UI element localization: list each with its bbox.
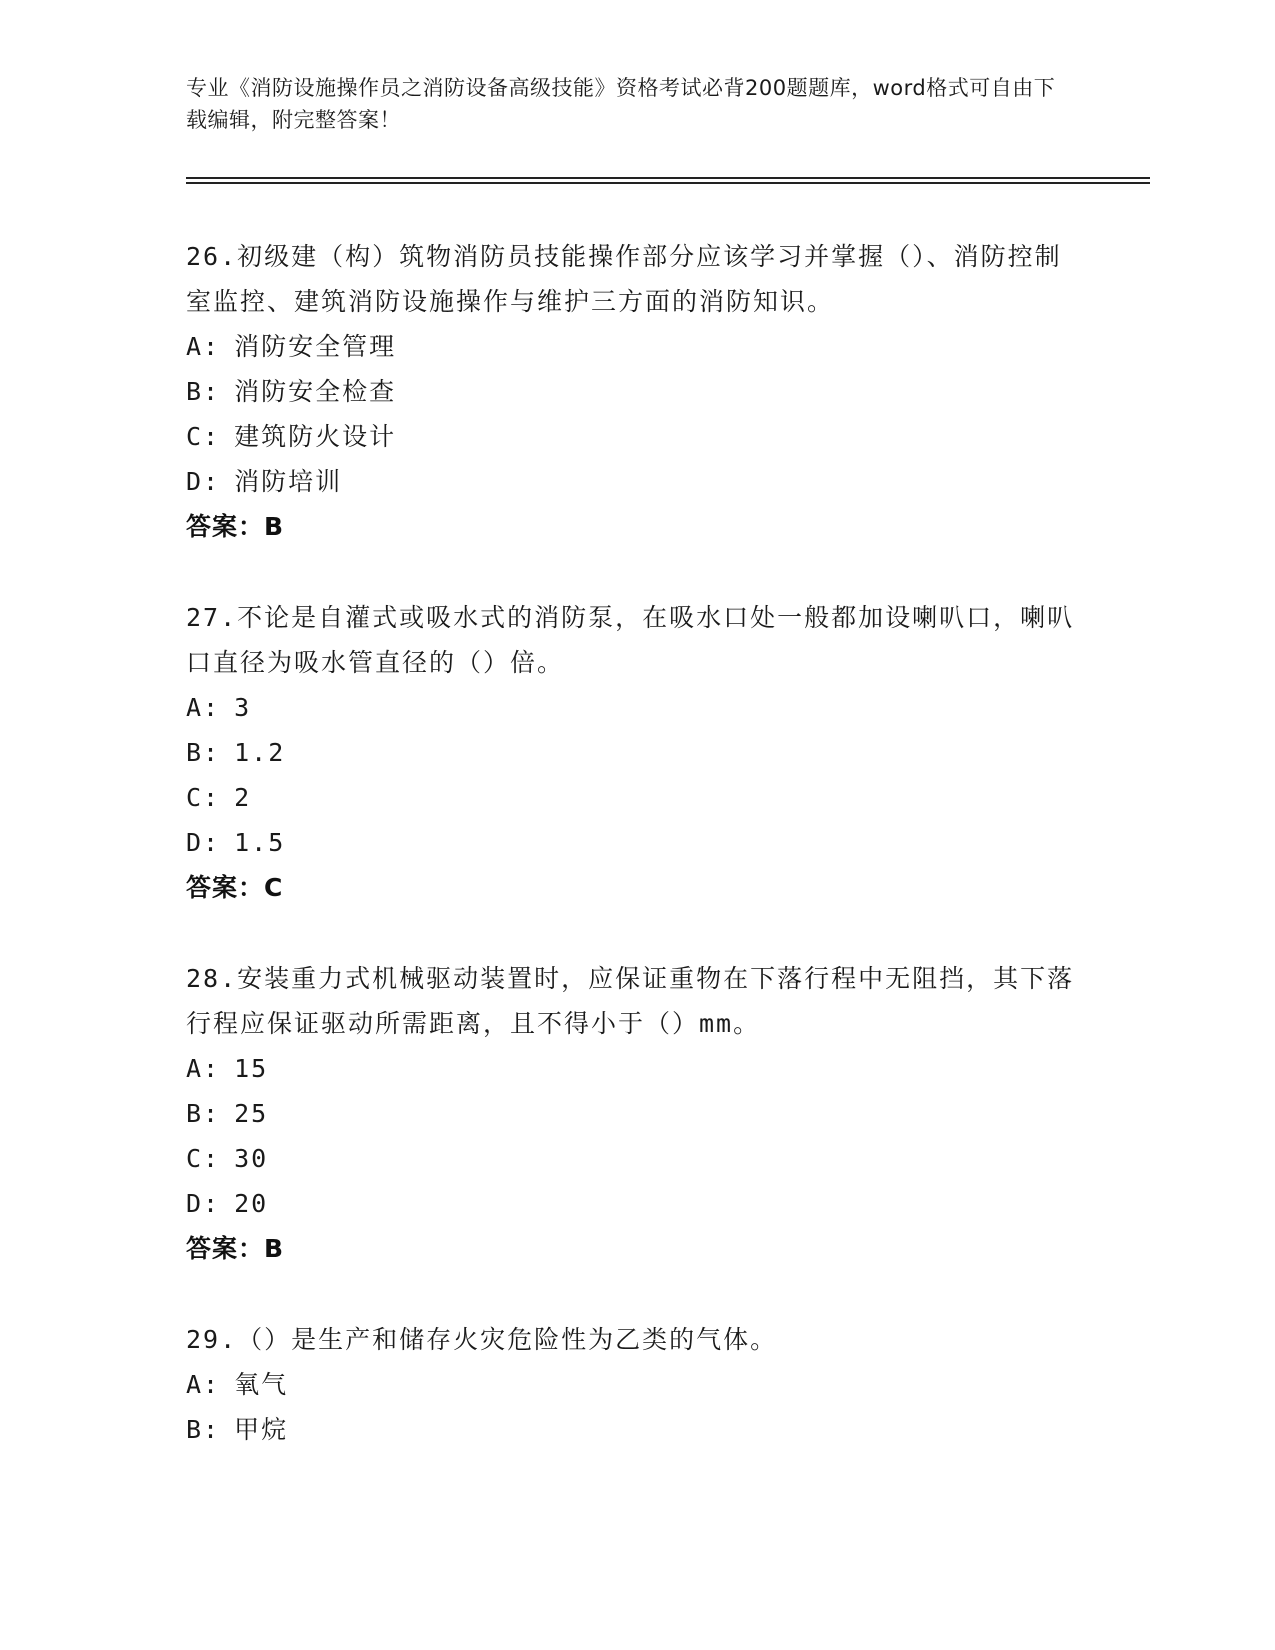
question-stem: 28.安装重力式机械驱动装置时，应保证重物在下落行程中无阻挡，其下落行程应保证驱动所需距离，且不得小于（）mm。 [186, 964, 1075, 1038]
option-text: 消防安全检查 [234, 377, 397, 406]
option-text: 氧气 [234, 1370, 289, 1399]
option-c [186, 1136, 1086, 1181]
option-label: B: [186, 738, 221, 767]
option-label: D: [186, 1189, 221, 1218]
option-c [186, 775, 1086, 820]
option-label: C: [186, 1144, 221, 1173]
option-text: 2 [234, 783, 252, 812]
header-rule-bottom [186, 182, 1150, 184]
option-c [186, 414, 1086, 459]
option-b [186, 1091, 1086, 1136]
option-label: B: [186, 377, 221, 406]
option-b [186, 1407, 1086, 1452]
option-text: 15 [234, 1054, 269, 1083]
option-text: 25 [234, 1099, 269, 1128]
option-label: A: [186, 1054, 221, 1083]
option-d [186, 820, 1086, 865]
option-text: 3 [234, 693, 252, 722]
answer-line: 答案：B [186, 1234, 285, 1263]
option-b [186, 730, 1086, 775]
option-text: 建筑防火设计 [234, 422, 397, 451]
option-a [186, 1362, 1086, 1407]
option-a [186, 324, 1086, 369]
option-text: 1.2 [234, 738, 286, 767]
question-27 [186, 595, 1086, 910]
option-a [186, 685, 1086, 730]
option-text: 30 [234, 1144, 269, 1173]
question-stem: 26.初级建（构）筑物消防员技能操作部分应该学习并掌握（）、消防控制室监控、建筑消防设施操作与维护三方面的消防知识。 [186, 242, 1062, 316]
option-text: 消防培训 [234, 467, 343, 496]
answer-line: 答案：C [186, 873, 284, 902]
question-list [186, 234, 1086, 1498]
option-label: B: [186, 1415, 221, 1444]
option-label: A: [186, 693, 221, 722]
document-intro: 专业《消防设施操作员之消防设备高级技能》资格考试必背200题题库，word格式可自由下载编辑，附完整答案！ [186, 76, 1056, 132]
question-29 [186, 1317, 1086, 1452]
option-text: 甲烷 [234, 1415, 289, 1444]
question-26 [186, 234, 1086, 549]
option-label: B: [186, 1099, 221, 1128]
option-d [186, 459, 1086, 504]
option-d [186, 1181, 1086, 1226]
option-text: 1.5 [234, 828, 286, 857]
option-label: C: [186, 783, 221, 812]
option-label: A: [186, 332, 221, 361]
question-28 [186, 956, 1086, 1271]
option-text: 消防安全管理 [234, 332, 397, 361]
option-label: A: [186, 1370, 221, 1399]
option-text: 20 [234, 1189, 269, 1218]
option-label: D: [186, 467, 221, 496]
option-label: C: [186, 422, 221, 451]
question-stem: 29.（）是生产和储存火灾危险性为乙类的气体。 [186, 1325, 778, 1354]
option-b [186, 369, 1086, 414]
question-stem: 27.不论是自灌式或吸水式的消防泵，在吸水口处一般都加设喇叭口，喇叭口直径为吸水管直径的（）倍。 [186, 603, 1075, 677]
option-label: D: [186, 828, 221, 857]
answer-line: 答案：B [186, 512, 285, 541]
option-a [186, 1046, 1086, 1091]
header-rule-top [186, 177, 1150, 179]
